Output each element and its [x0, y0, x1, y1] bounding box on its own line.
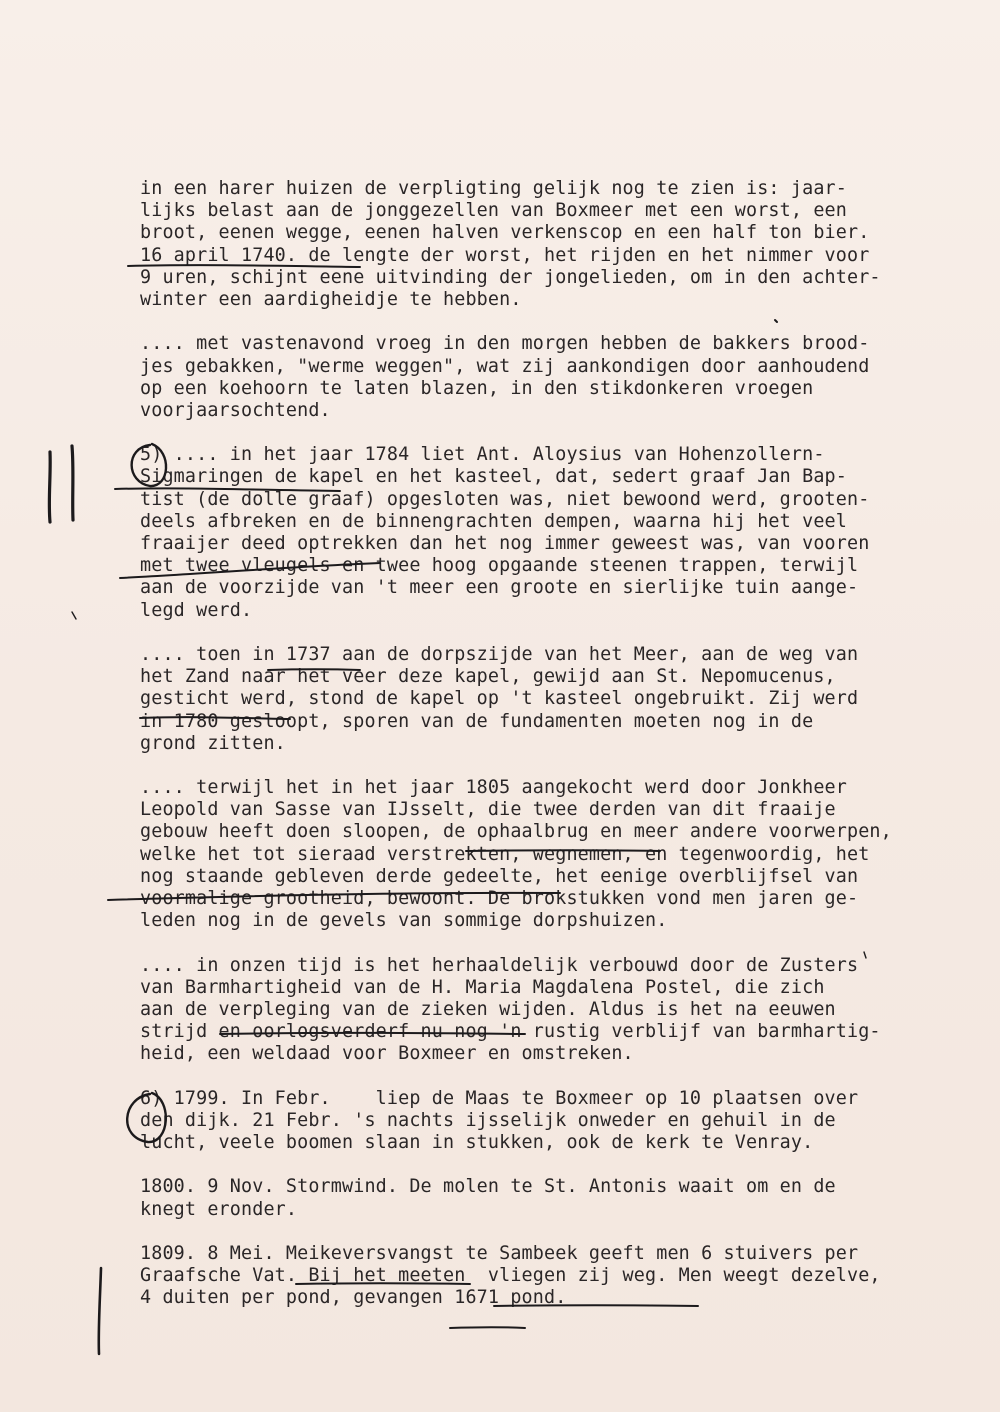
text-line: 5) .... in het jaar 1784 liet Ant. Aloysius van Hohenzollern-	[140, 444, 825, 466]
text-line: .... in onzen tijd is het herhaaldelijk verbouwd door de Zusters	[140, 954, 859, 976]
text-line: gesticht werd, stond de kapel op 't kasteel ongebruikt. Zij werd	[140, 688, 859, 710]
margin-stroke	[72, 446, 73, 520]
paragraph-3	[140, 444, 960, 622]
text-line: jes gebakken, "werme weggen", wat zij aankondigen door aanhoudend	[140, 355, 870, 377]
text-line: winter een aardigheidje te hebben.	[140, 288, 522, 310]
text-line: 9 uren, schijnt eene uitvinding der jongelieden, om in den achter-	[140, 266, 881, 288]
text-line: deels afbreken en de binnengrachten dempen, waarna hij het veel	[140, 510, 847, 532]
text-line: .... met vastenavond vroeg in den morgen hebben de bakkers brood-	[140, 333, 870, 355]
paragraph-4	[140, 644, 960, 755]
text-line: .... terwijl het in het jaar 1805 aangekocht werd door Jonkheer	[140, 777, 847, 799]
text-line: tist (de dolle graaf) opgesloten was, niet bewoond werd, grooten-	[140, 488, 870, 510]
text-line: voorjaarsochtend.	[140, 399, 331, 421]
paragraph-1	[140, 178, 960, 311]
text-line: fraaijer deed optrekken dan het nog immer geweest was, van vooren	[140, 533, 870, 554]
text-line: legd werd.	[140, 599, 253, 621]
stray-mark	[72, 612, 76, 619]
text-line: 1800. 9 Nov. Stormwind. De molen te St. Antonis waait om en de	[140, 1176, 836, 1198]
text-line: in 1780 gesloopt, sporen van de fundamenten moeten nog in de	[140, 710, 814, 732]
text-line: gebouw heeft doen sloopen, de ophaalbrug en meer andere voorwerpen,	[140, 821, 892, 843]
text-line: Sigmaringen de kapel en het kasteel, dat, sedert graaf Jan Bap-	[140, 466, 847, 488]
paragraph-5	[140, 777, 960, 932]
text-line: van Barmhartigheid van de H. Maria Magdalena Postel, die zich	[140, 976, 825, 998]
text-line: heid, een weldaad voor Boxmeer en omstreken.	[140, 1043, 634, 1065]
text-line: Graafsche Vat. Bij het meeten vliegen zij weg. Men weegt dezelve,	[140, 1265, 881, 1287]
paragraph-2	[140, 333, 960, 422]
text-line: in een harer huizen de verpligting gelijk nog te zien is: jaar-	[140, 178, 847, 199]
paragraph-9	[140, 1243, 960, 1310]
text-line: welke het tot sieraad verstrekten, wegnemen, en tegenwoordig, het	[140, 843, 870, 865]
text-line: 6) 1799. In Febr. liep de Maas te Boxmeer op 10 plaatsen over	[140, 1087, 859, 1109]
text-line: het Zand naar het veer deze kapel, gewijd aan St. Nepomucenus,	[140, 666, 836, 688]
text-line: aan de verpleging van de zieken wijden. Aldus is het na eeuwen	[140, 998, 836, 1020]
paragraph-6	[140, 955, 960, 1066]
text-line: lijks belast aan de jonggezellen van Boxmeer met een worst, een	[140, 200, 847, 222]
text-line: met twee vleugels en twee hoog opgaande steenen trappen, terwijl	[140, 555, 859, 577]
typed-text-body	[140, 178, 960, 1310]
text-line: strijd en oorlogsverderf nu nog 'n rustig verblijf van barmhartig-	[140, 1021, 881, 1043]
paragraph-8	[140, 1176, 960, 1220]
margin-stroke	[49, 452, 50, 522]
text-line: den dijk. 21 Febr. 's nachts ijsselijk onweder en gehuil in de	[140, 1109, 836, 1131]
text-line: knegt eronder.	[140, 1198, 298, 1220]
text-line: 1809. 8 Mei. Meikeversvangst te Sambeek geeft men 6 stuivers per	[140, 1243, 859, 1264]
text-line: grond zitten.	[140, 732, 286, 754]
underline	[450, 1327, 525, 1328]
text-line: leden nog in de gevels van sommige dorpshuizen.	[140, 910, 668, 932]
paragraph-7	[140, 1088, 960, 1155]
text-line: Leopold van Sasse van IJsselt, die twee derden van dit fraaije	[140, 799, 836, 821]
text-line: 16 april 1740. de lengte der worst, het rijden en het nimmer voor	[140, 244, 870, 266]
text-line: broot, eenen wegge, eenen halven verkenscop en een half ton bier.	[140, 222, 870, 244]
text-line: nog staande gebleven derde gedeelte, het eenige overblijfsel van	[140, 865, 859, 887]
text-line: 4 duiten per pond, gevangen 1671 pond.	[140, 1287, 567, 1309]
margin-stroke	[99, 1268, 101, 1354]
text-line: voormalige grootheid, bewoont. De brokstukken vond men jaren ge-	[140, 888, 859, 909]
text-line: .... toen in 1737 aan de dorpszijde van het Meer, aan de weg van	[140, 643, 859, 665]
text-line: aan de voorzijde van 't meer een groote en sierlijke tuin aange-	[140, 577, 859, 599]
text-line: lucht, veele boomen slaan in stukken, ook de kerk te Venray.	[140, 1132, 814, 1154]
text-line: op een koehoorn te laten blazen, in den stikdonkeren vroegen	[140, 377, 814, 399]
